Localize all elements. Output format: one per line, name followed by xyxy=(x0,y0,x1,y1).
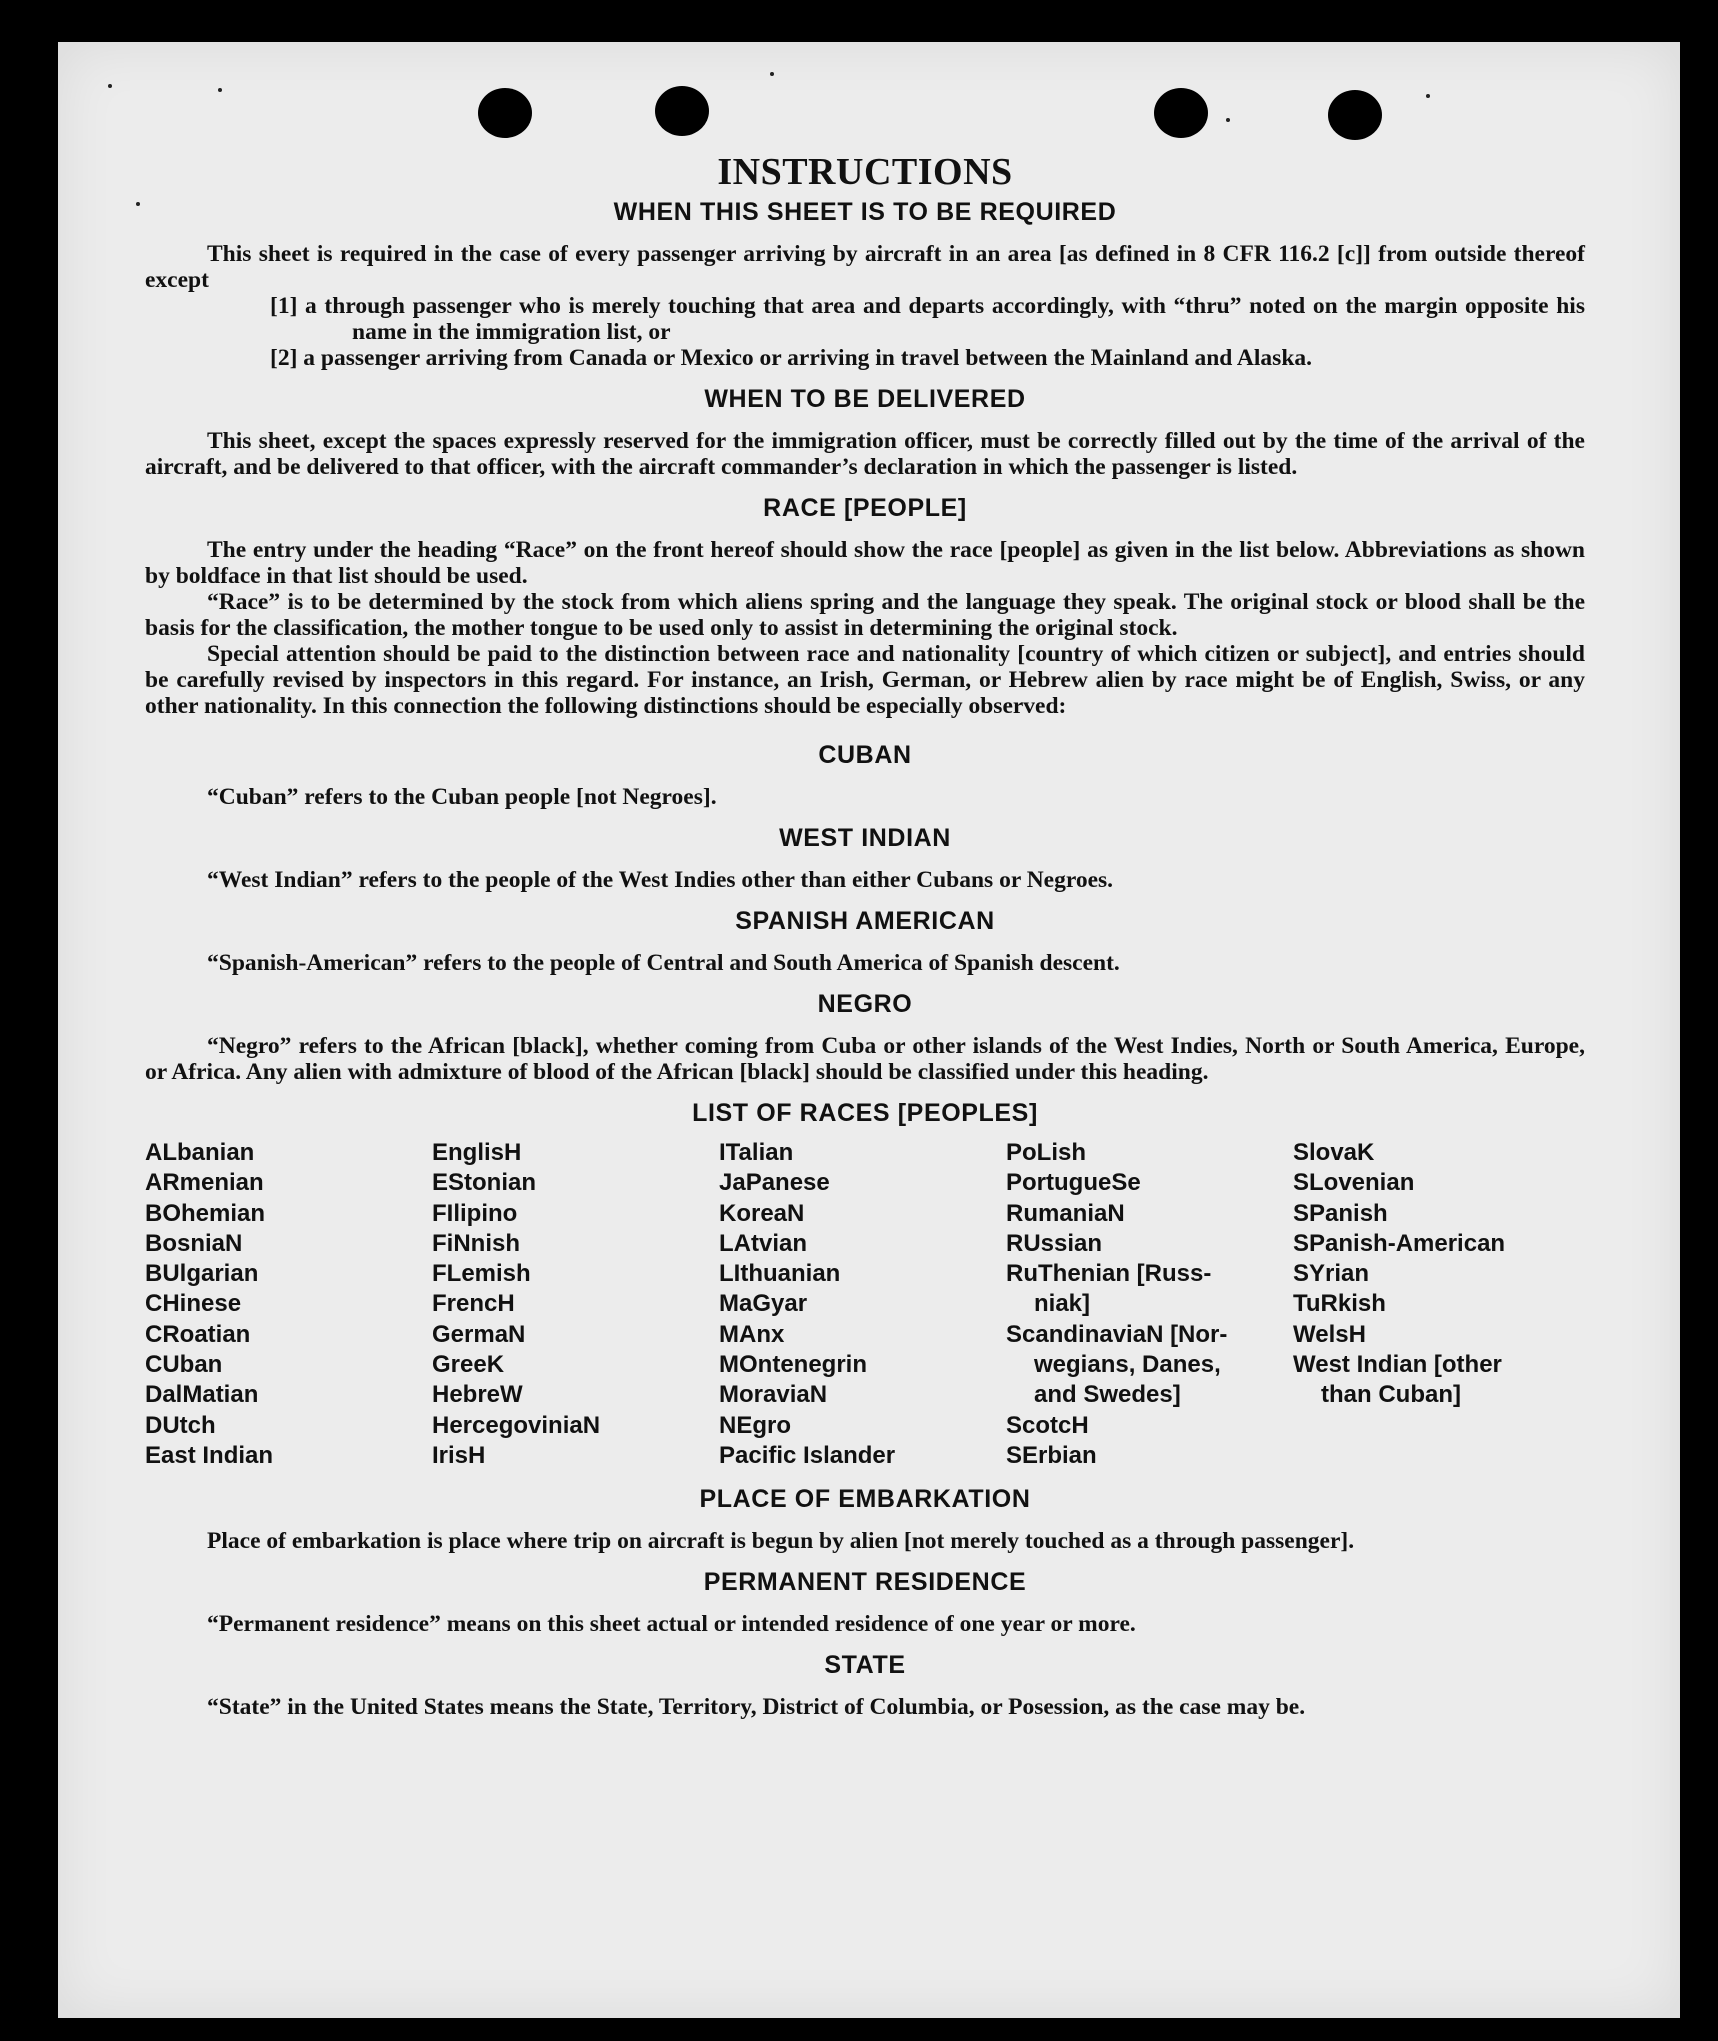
race-entry: MoraviaN xyxy=(719,1381,828,1409)
race-entry: FLemish xyxy=(432,1260,531,1288)
race-entry: NEgro xyxy=(719,1411,791,1439)
punch-hole xyxy=(1328,90,1382,140)
paper-speck xyxy=(108,84,112,88)
race-entry: RUssian xyxy=(1006,1229,1103,1257)
race-entry: BOhemian xyxy=(145,1199,266,1227)
race-entry: LIthuanian xyxy=(719,1260,841,1288)
section-heading-cuban: CUBAN xyxy=(818,741,912,769)
paper-speck xyxy=(1226,118,1230,122)
race-paragraph-2: “Race” is to be determined by the stock from which aliens spring and the language they speak. The original stock or blood shall be the basis for the classification, the mother tongue to be used only to assist in determining the original stock. xyxy=(145,589,1585,641)
required-exception-1: [1] a through passenger who is merely touching that area and departs accordingly, with “thru” noted on the margin opposite his name in the immigration list, or xyxy=(270,293,1585,345)
race-paragraph-3: Special attention should be paid to the distinction between race and nationality [country of which citizen or subject], and entries should be carefully revised by inspectors in this regard. For instance, an Irish, German, or Hebrew alien by race might be of English, Swiss, or any other nationality. In this connection the following distinctions should be especially observed: xyxy=(145,641,1585,719)
race-column xyxy=(145,1138,432,1471)
race-entry: HebreW xyxy=(432,1381,523,1409)
race-entry: BosniaN xyxy=(145,1229,243,1257)
punch-hole xyxy=(1154,88,1208,138)
race-entry: FiNnish xyxy=(432,1229,520,1257)
race-entry: ARmenian xyxy=(145,1169,264,1197)
page-title: INSTRUCTIONS xyxy=(717,151,1013,193)
paper-speck xyxy=(1426,94,1430,98)
race-entry: SErbian xyxy=(1006,1441,1097,1469)
race-entry: DUtch xyxy=(145,1411,216,1439)
race-entry: LAtvian xyxy=(719,1229,808,1257)
race-list xyxy=(145,1138,1585,1471)
race-entry: than Cuban] xyxy=(1321,1381,1461,1409)
embarkation-text: Place of embarkation is place where trip on aircraft is begun by alien [not merely touched as a through passenger]. xyxy=(207,1528,1355,1555)
instructions-body xyxy=(145,150,1585,1720)
race-entry: BUlgarian xyxy=(145,1260,259,1288)
race-entry: East Indian xyxy=(145,1441,274,1469)
delivered-text: This sheet, except the spaces expressly reserved for the immigration officer, must be correctly filled out by the time of the arrival of the aircraft, and be delivered to that officer, with the aircraft commander’s declaration in which the passenger is listed. xyxy=(145,428,1585,480)
section-heading-required: WHEN THIS SHEET IS TO BE REQUIRED xyxy=(613,198,1117,226)
punch-hole xyxy=(655,86,709,136)
race-column xyxy=(432,1138,719,1471)
race-entry: CUban xyxy=(145,1351,223,1379)
punch-hole xyxy=(478,88,532,138)
race-entry: IrisH xyxy=(432,1441,486,1469)
race-entry: GreeK xyxy=(432,1351,505,1379)
race-entry: FrencH xyxy=(432,1290,515,1318)
race-entry: MOntenegrin xyxy=(719,1351,867,1379)
required-intro: This sheet is required in the case of every passenger arriving by aircraft in an area [as defined in 8 CFR 116.2 [c]] from outside thereof except xyxy=(145,241,1585,293)
race-entry: SLovenian xyxy=(1293,1169,1415,1197)
race-entry: RuThenian [Russ- xyxy=(1006,1260,1212,1288)
race-paragraph-1: The entry under the heading “Race” on the front hereof should show the race [people] as given in the list below. Abbreviations as shown by boldface in that list should be used. xyxy=(145,537,1585,589)
residence-text: “Permanent residence” means on this sheet actual or intended residence of one year or more. xyxy=(207,1611,1136,1638)
race-entry: and Swedes] xyxy=(1034,1381,1181,1409)
paper-speck xyxy=(218,88,222,92)
race-column xyxy=(719,1138,1006,1471)
race-entry: SlovaK xyxy=(1293,1139,1375,1166)
race-entry: EStonian xyxy=(432,1169,537,1197)
race-entry: Pacific Islander xyxy=(719,1441,896,1469)
race-entry: JaPanese xyxy=(719,1169,830,1197)
race-column xyxy=(1293,1138,1585,1471)
section-heading-negro: NEGRO xyxy=(817,990,913,1018)
paper-speck xyxy=(136,202,140,206)
negro-text: “Negro” refers to the African [black], whether coming from Cuba or other islands of the West Indies, North or South America, Europe, or Africa. Any alien with admixture of blood of the African [black] should be classified under this heading. xyxy=(145,1033,1585,1085)
race-entry: ITalian xyxy=(719,1139,794,1166)
race-entry: SYrian xyxy=(1293,1260,1370,1288)
race-entry: niak] xyxy=(1034,1290,1091,1318)
race-entry: MaGyar xyxy=(719,1290,808,1318)
race-entry: CHinese xyxy=(145,1290,242,1318)
race-entry: KoreaN xyxy=(719,1199,805,1227)
race-entry: ALbanian xyxy=(145,1139,255,1166)
section-heading-race: RACE [PEOPLE] xyxy=(763,494,967,522)
race-entry: SPanish-American xyxy=(1293,1229,1506,1257)
section-heading-delivered: WHEN TO BE DELIVERED xyxy=(704,385,1026,413)
race-entry: DalMatian xyxy=(145,1381,259,1409)
race-entry: West Indian [other xyxy=(1293,1351,1502,1379)
race-entry: RumaniaN xyxy=(1006,1199,1125,1227)
race-entry: WelsH xyxy=(1293,1320,1366,1348)
section-heading-west-indian: WEST INDIAN xyxy=(779,824,951,852)
section-heading-list: LIST OF RACES [PEOPLES] xyxy=(692,1099,1038,1127)
section-heading-spanish-american: SPANISH AMERICAN xyxy=(735,907,995,935)
race-entry: ScandinaviaN [Nor- xyxy=(1006,1320,1228,1348)
race-column xyxy=(1006,1138,1293,1471)
race-entry: FIlipino xyxy=(432,1199,518,1227)
paper-speck xyxy=(770,72,774,76)
race-entry: PortugueSe xyxy=(1006,1169,1141,1197)
race-entry: MAnx xyxy=(719,1320,785,1348)
race-entry: CRoatian xyxy=(145,1320,251,1348)
section-heading-state: STATE xyxy=(824,1651,906,1680)
race-entry: ScotcH xyxy=(1006,1411,1089,1439)
race-entry: EnglisH xyxy=(432,1139,522,1166)
section-heading-embarkation: PLACE OF EMBARKATION xyxy=(699,1485,1031,1514)
section-heading-residence: PERMANENT RESIDENCE xyxy=(703,1568,1027,1597)
race-entry: HercegoviniaN xyxy=(432,1411,601,1439)
west-indian-text: “West Indian” refers to the people of the West Indies other than either Cubans or Negroes. xyxy=(207,867,1114,893)
race-entry: SPanish xyxy=(1293,1199,1388,1227)
race-entry: GermaN xyxy=(432,1320,526,1348)
required-exception-2: [2] a passenger arriving from Canada or Mexico or arriving in travel between the Mainland and Alaska. xyxy=(270,345,1313,371)
race-entry: TuRkish xyxy=(1293,1290,1386,1318)
spanish-american-text: “Spanish-American” refers to the people of Central and South America of Spanish descent. xyxy=(207,950,1120,976)
race-entry: wegians, Danes, xyxy=(1034,1351,1221,1379)
cuban-text: “Cuban” refers to the Cuban people [not Negroes]. xyxy=(207,784,717,810)
race-entry: PoLish xyxy=(1006,1139,1087,1166)
state-text: “State” in the United States means the State, Territory, District of Columbia, or Posession, as the case may be. xyxy=(207,1694,1306,1721)
